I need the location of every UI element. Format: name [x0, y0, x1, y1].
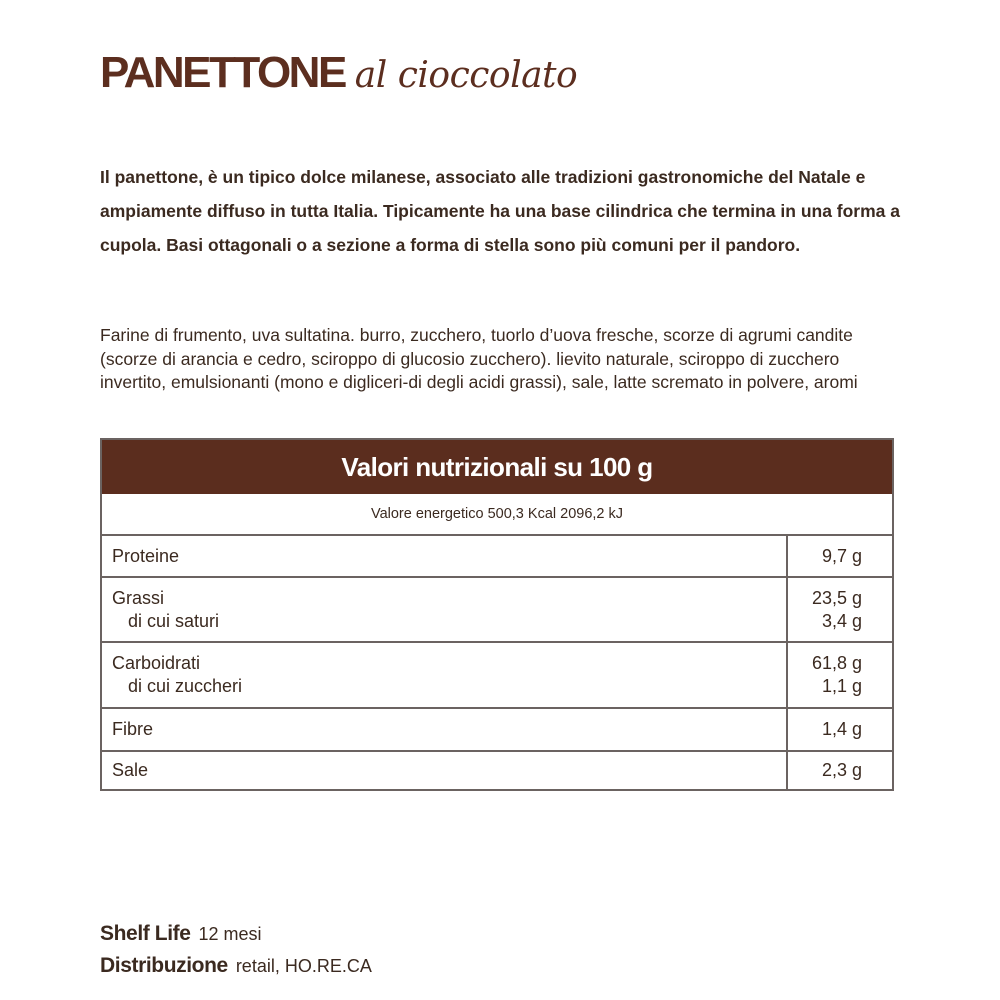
nutrient-label: Carboidrati: [112, 653, 201, 673]
nutrient-value: 2,3 g: [821, 760, 862, 780]
nutrient-value: 61,8 g: [811, 653, 862, 673]
nutrition-row-grassi: [102, 578, 892, 643]
shelf-life: [100, 918, 372, 950]
nutrient-label: Grassi: [112, 587, 165, 608]
nutrient-label: Proteine: [112, 545, 180, 566]
nutrition-row-fibre: [102, 709, 892, 752]
nutrition-row-sale: [102, 752, 892, 789]
ingredients-list: Farine di frumento, uva sultatina. burro, zucchero, tuorlo d’uova fresche, scorze di agrumi candite (scorze di arancia e cedro, sciroppo di glucosio zucchero). lievito naturale, sciroppo di zucchero invertito, emulsionanti (mono e digliceri-di degli acidi grassi), sale, latte scremato in polvere, aromi: [100, 325, 858, 392]
nutrition-row-carboidrati: [102, 643, 892, 709]
product-title-subtitle: al cioccolato: [354, 55, 578, 96]
shelf-life-label: Shelf Life: [100, 922, 191, 945]
product-title: [100, 48, 577, 98]
product-footer: [100, 918, 372, 982]
nutrient-sub-label: di cui saturi: [128, 610, 220, 631]
product-title-main: PANETTONE: [100, 48, 345, 97]
shelf-life-value: 12 mesi: [198, 924, 262, 944]
distribution: [100, 950, 372, 982]
nutrient-value: 9,7 g: [821, 545, 862, 566]
nutrient-sub-value: 1,1 g: [821, 676, 862, 696]
nutrient-sub-value: 3,4 g: [821, 610, 862, 631]
nutrient-label: Fibre: [112, 719, 154, 739]
nutrient-sub-label: di cui zuccheri: [128, 676, 243, 696]
nutrient-label: Sale: [112, 760, 149, 780]
distribution-value: retail, HO.RE.CA: [235, 956, 372, 976]
nutrient-value: 23,5 g: [811, 587, 862, 608]
nutrition-table-header: Valori nutrizionali su 100 g: [102, 440, 892, 494]
energy-value: Valore energetico 500,3 Kcal 2096,2 kJ: [102, 494, 892, 536]
distribution-label: Distribuzione: [100, 954, 228, 977]
nutrient-value: 1,4 g: [821, 719, 862, 739]
nutrition-table: [100, 438, 894, 791]
nutrition-row-proteine: [102, 536, 892, 578]
product-description: Il panettone, è un tipico dolce milanese, associato alle tradizioni gastronomiche del Natale e ampiamente diffuso in tutta Italia. Tipicamente ha una base cilindrica che termina in una forma a cupola. Basi ottagonali o a sezione a forma di stella sono più comuni per il pandoro.: [100, 167, 901, 255]
